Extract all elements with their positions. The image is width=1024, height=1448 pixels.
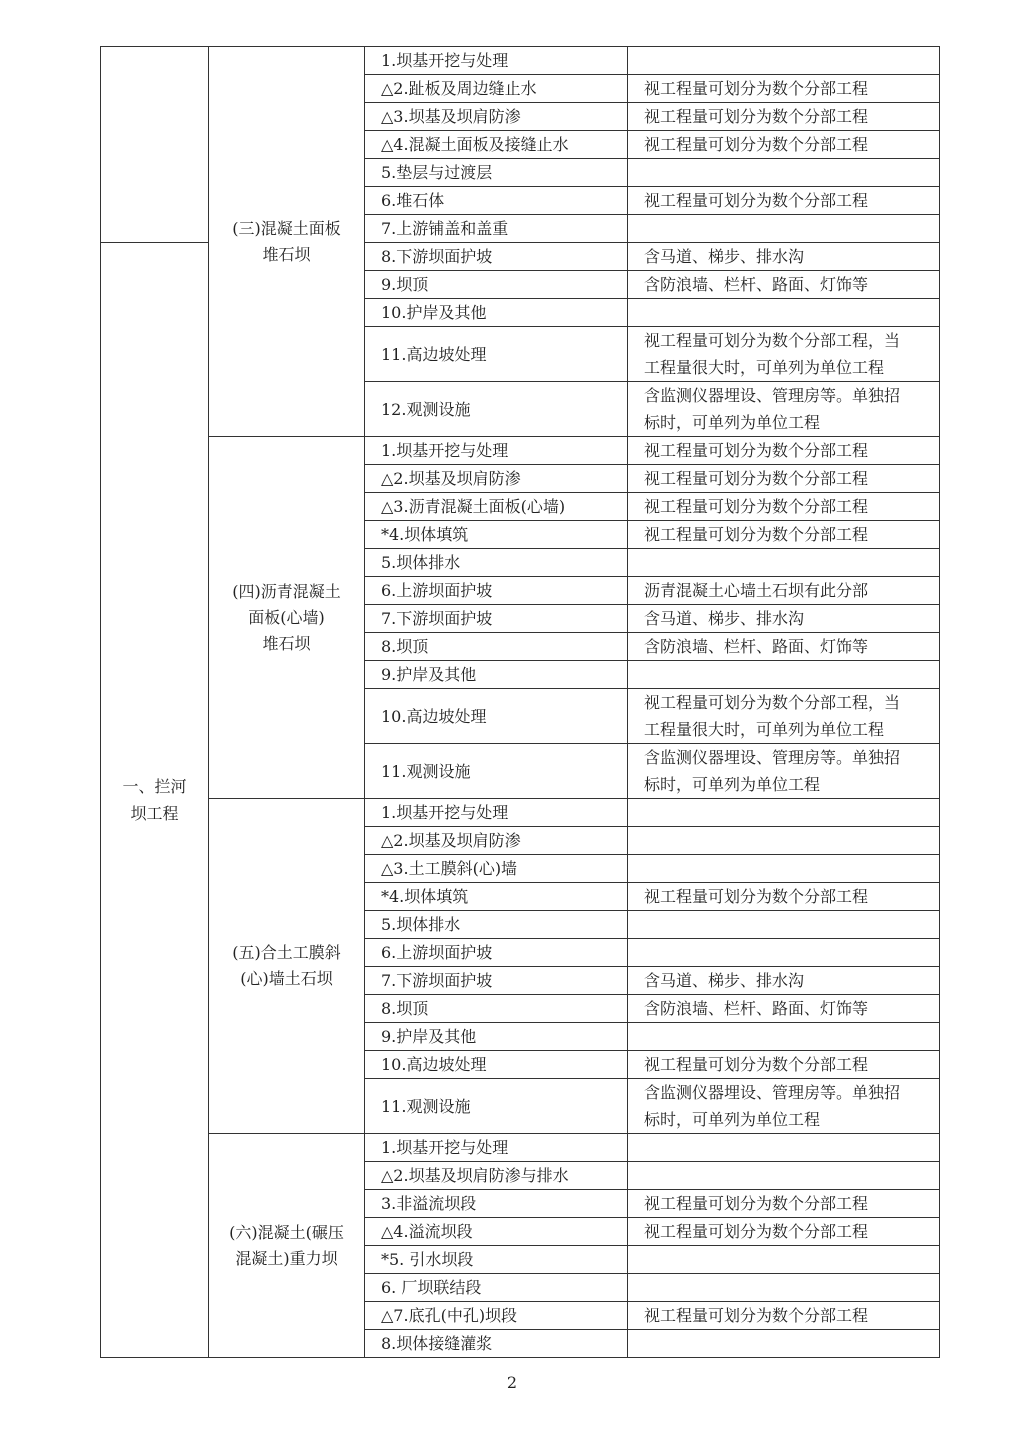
division-item: △3.土工膜斜(心)墙: [365, 855, 628, 883]
division-note: 视工程量可划分为数个分部工程，当 工程量很大时，可单列为单位工程: [628, 327, 940, 382]
division-item: 10.护岸及其他: [365, 299, 628, 327]
table-row: [101, 437, 940, 465]
group-label: (六)混凝土(碾压 混凝土)重力坝: [209, 1134, 365, 1358]
division-item: 5.垫层与过渡层: [365, 159, 628, 187]
division-note: [628, 855, 940, 883]
group-label: (五)合土工膜斜 (心)墙土石坝: [209, 799, 365, 1134]
page-number: 2: [506, 1373, 518, 1392]
division-item: 9.护岸及其他: [365, 661, 628, 689]
unit-label: 一、拦河 坝工程: [101, 243, 209, 1358]
table-row: [101, 1134, 940, 1162]
division-note: 含马道、梯步、排水沟: [628, 605, 940, 633]
division-note: 含马道、梯步、排水沟: [628, 243, 940, 271]
division-note: 视工程量可划分为数个分部工程: [628, 465, 940, 493]
division-note: 视工程量可划分为数个分部工程: [628, 1190, 940, 1218]
unit-cell-blank: [101, 47, 209, 243]
division-item: 7.下游坝面护坡: [365, 605, 628, 633]
division-note: 含马道、梯步、排水沟: [628, 967, 940, 995]
division-note: [628, 215, 940, 243]
division-item: △3.坝基及坝肩防渗: [365, 103, 628, 131]
division-item: 12.观测设施: [365, 382, 628, 437]
division-item: △2.趾板及周边缝止水: [365, 75, 628, 103]
division-note: 视工程量可划分为数个分部工程: [628, 103, 940, 131]
division-note: 含监测仪器埋设、管理房等。单独招 标时，可单列为单位工程: [628, 382, 940, 437]
division-item: 6.上游坝面护坡: [365, 939, 628, 967]
division-note: 视工程量可划分为数个分部工程: [628, 75, 940, 103]
division-item: △4.混凝土面板及接缝止水: [365, 131, 628, 159]
division-note: [628, 159, 940, 187]
division-note: 视工程量可划分为数个分部工程: [628, 1051, 940, 1079]
division-note: [628, 827, 940, 855]
division-item: 9.坝顶: [365, 271, 628, 299]
division-note: 视工程量可划分为数个分部工程，当 工程量很大时，可单列为单位工程: [628, 689, 940, 744]
division-item: *4.坝体填筑: [365, 521, 628, 549]
division-item: 1.坝基开挖与处理: [365, 437, 628, 465]
group-label: (三)混凝土面板 堆石坝: [209, 47, 365, 437]
division-item: 7.下游坝面护坡: [365, 967, 628, 995]
division-note: [628, 1023, 940, 1051]
division-item: △2.坝基及坝肩防渗: [365, 827, 628, 855]
division-item: 10.高边坡处理: [365, 1051, 628, 1079]
division-item: *4.坝体填筑: [365, 883, 628, 911]
division-note: 视工程量可划分为数个分部工程: [628, 437, 940, 465]
division-item: 1.坝基开挖与处理: [365, 47, 628, 75]
division-note: 含防浪墙、栏杆、路面、灯饰等: [628, 633, 940, 661]
division-note: [628, 1246, 940, 1274]
division-note: 含监测仪器埋设、管理房等。单独招 标时，可单列为单位工程: [628, 1079, 940, 1134]
division-item: 6. 厂坝联结段: [365, 1274, 628, 1302]
division-note: 含监测仪器埋设、管理房等。单独招 标时，可单列为单位工程: [628, 744, 940, 799]
division-item: 11.高边坡处理: [365, 327, 628, 382]
division-item: 5.坝体排水: [365, 549, 628, 577]
division-item: 11.观测设施: [365, 1079, 628, 1134]
division-note: [628, 661, 940, 689]
division-item: 8.坝顶: [365, 995, 628, 1023]
division-note: 视工程量可划分为数个分部工程: [628, 493, 940, 521]
division-note: 含防浪墙、栏杆、路面、灯饰等: [628, 271, 940, 299]
division-note: 视工程量可划分为数个分部工程: [628, 1218, 940, 1246]
division-item: 1.坝基开挖与处理: [365, 799, 628, 827]
table-row: [101, 47, 940, 75]
group-label: (四)沥青混凝土 面板(心墙) 堆石坝: [209, 437, 365, 799]
division-item: 6.上游坝面护坡: [365, 577, 628, 605]
division-note: [628, 939, 940, 967]
division-note: [628, 47, 940, 75]
division-item: 8.坝体接缝灌浆: [365, 1330, 628, 1358]
division-item: △3.沥青混凝土面板(心墙): [365, 493, 628, 521]
division-note: [628, 799, 940, 827]
division-item: *5. 引水坝段: [365, 1246, 628, 1274]
division-item: 3.非溢流坝段: [365, 1190, 628, 1218]
table-row: [101, 799, 940, 827]
division-item: 11.观测设施: [365, 744, 628, 799]
division-note: 视工程量可划分为数个分部工程: [628, 1302, 940, 1330]
division-item: 6.堆石体: [365, 187, 628, 215]
division-note: 视工程量可划分为数个分部工程: [628, 131, 940, 159]
division-note: 视工程量可划分为数个分部工程: [628, 187, 940, 215]
division-item: 7.上游铺盖和盖重: [365, 215, 628, 243]
table-body: [101, 47, 940, 1358]
division-note: 沥青混凝土心墙土石坝有此分部: [628, 577, 940, 605]
division-note: [628, 299, 940, 327]
division-item: 10.高边坡处理: [365, 689, 628, 744]
project-division-table: [100, 46, 940, 1358]
division-item: △2.坝基及坝肩防渗与排水: [365, 1162, 628, 1190]
division-item: △2.坝基及坝肩防渗: [365, 465, 628, 493]
division-item: 9.护岸及其他: [365, 1023, 628, 1051]
division-item: △7.底孔(中孔)坝段: [365, 1302, 628, 1330]
division-note: 含防浪墙、栏杆、路面、灯饰等: [628, 995, 940, 1023]
division-note: [628, 1162, 940, 1190]
division-note: [628, 911, 940, 939]
division-item: 8.下游坝面护坡: [365, 243, 628, 271]
division-note: [628, 1274, 940, 1302]
division-note: 视工程量可划分为数个分部工程: [628, 883, 940, 911]
division-note: 视工程量可划分为数个分部工程: [628, 521, 940, 549]
division-note: [628, 1330, 940, 1358]
division-note: [628, 549, 940, 577]
division-item: 8.坝顶: [365, 633, 628, 661]
division-item: 1.坝基开挖与处理: [365, 1134, 628, 1162]
division-item: 5.坝体排水: [365, 911, 628, 939]
division-item: △4.溢流坝段: [365, 1218, 628, 1246]
division-note: [628, 1134, 940, 1162]
